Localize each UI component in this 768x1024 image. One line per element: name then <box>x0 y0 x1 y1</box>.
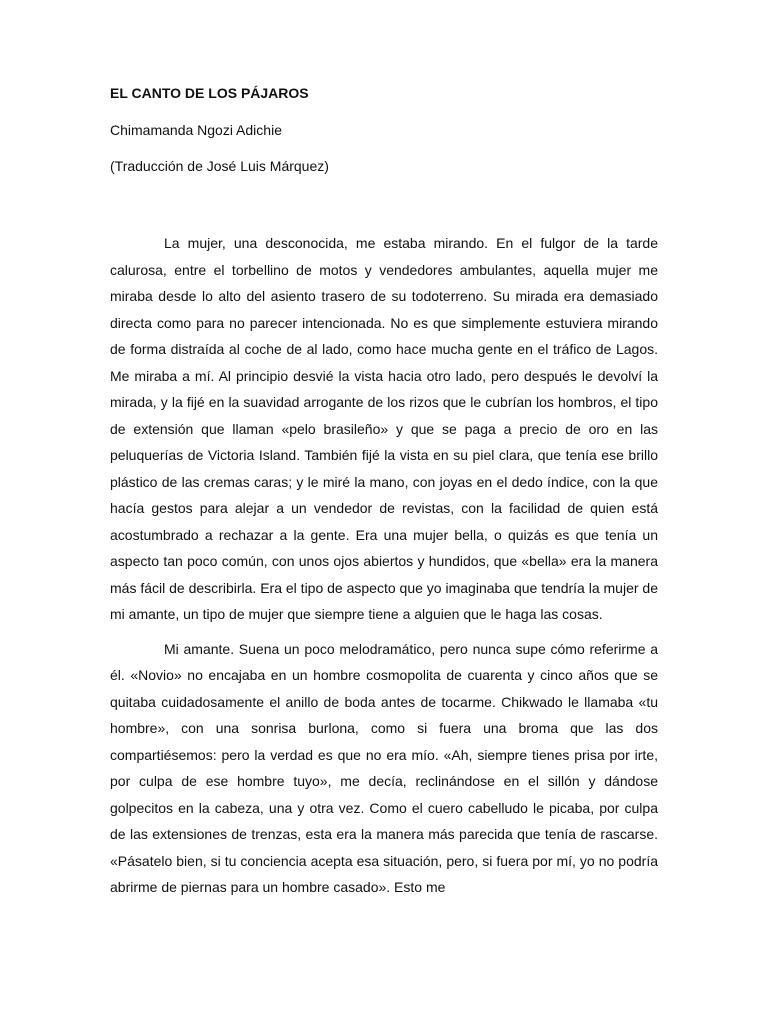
paragraph: Mi amante. Suena un poco melodramático, pero nunca supe cómo referirme a él. «Novio» no encajaba en un hombre cosmopolita de cuarenta y cinco años que se quitaba cuidadosamente el anillo de boda antes de tocarme. Chikwado le llamaba «tu hombre», con una sonrisa burlona, como si fuera una broma que las dos compartiésemos: pero la verdad es que no era mío. «Ah, siempre tienes prisa por irte, por culpa de ese hombre tuyo», me decía, reclinándose en el sillón y dándose golpecitos en la cabeza, una y otra vez. Como el cuero cabelludo le picaba, por culpa de las extensiones de trenzas, esta era la manera más parecida que tenía de rascarse. «Pásatelo bien, si tu conciencia acepta esa situación, pero, si fuera por mí, yo no podría abrirme de piernas para un hombre casado». Esto me <box>110 640 658 895</box>
body-text <box>110 230 658 909</box>
translator-credit: (Traducción de José Luis Márquez) <box>110 158 329 174</box>
paragraph: La mujer, una desconocida, me estaba mirando. En el fulgor de la tarde calurosa, entre el torbellino de motos y vendedores ambulantes, aquella mujer me miraba desde lo alto del asiento trasero de su todoterreno. Su mirada era demasiado directa como para no parecer intencionada. No es que simplemente estuviera mirando de forma distraída al coche de al lado, como hace mucha gente en el tráfico de Lagos. Me miraba a mí. Al principio desvié la vista hacia otro lado, pero después le devolví la mirada, y la fijé en la suavidad arrogante de los rizos que le cubrían los hombros, el tipo de extensión que llaman «pelo brasileño» y que se paga a precio de oro en las peluquerías de Victoria Island. También fijé la vista en su piel clara, que tenía ese brillo plástico de las cremas caras; y le miré la mano, con joyas en el dedo índice, con la que hacía gestos para alejar a un vendedor de revistas, con la facilidad de quien está acostumbrado a rechazar a la gente. Era una mujer bella, o quizás es que tenía un aspecto tan poco común, con unos ojos abiertos y hundidos, que «bella» era la manera más fácil de describirla. Era el tipo de aspecto que yo imaginaba que tendría la mujer de mi amante, un tipo de mujer que siempre tiene a alguien que le haga las cosas. <box>110 235 658 622</box>
author-name: Chimamanda Ngozi Adichie <box>110 122 282 138</box>
document-title: EL CANTO DE LOS PÁJAROS <box>110 85 309 101</box>
